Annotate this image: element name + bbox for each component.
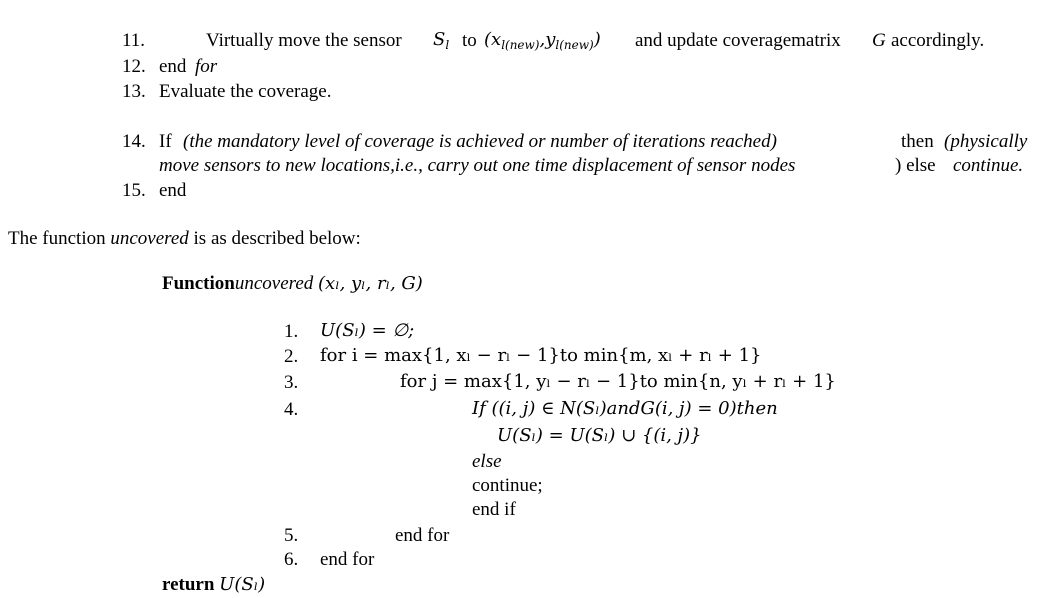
function-keyword: Function [162, 273, 235, 294]
line-11-end: accordingly. [891, 30, 985, 51]
func-line-5-number: 5. [284, 525, 299, 546]
line-11-text: Virtually move the sensor [206, 30, 402, 51]
line-14-if: If [159, 131, 172, 152]
line-14-continue: continue. [953, 155, 1024, 176]
line-11-to: to [462, 30, 477, 51]
line-11-text-2: and update coveragematrix [635, 30, 841, 51]
line-11-sensor-symbol: $S_l$ [433, 29, 450, 52]
line-12-number: 12. [122, 56, 146, 77]
func-line-union-text: U(Sₗ) = U(Sₗ) ∪ {(i, j)} [497, 425, 702, 446]
func-line-else: else [472, 451, 502, 472]
line-11-coords: $(x_{l(new)},y_{l(new)})$ [484, 29, 601, 52]
function-args: (xₗ, yₗ, rₗ, G) [318, 273, 423, 294]
func-line-1-number: 1. [284, 321, 299, 342]
line-15-number: 15. [122, 180, 146, 201]
func-line-3-number: 3. [284, 372, 299, 393]
line-14-else: ) else [895, 155, 936, 176]
func-line-4-number: 4. [284, 399, 299, 420]
line-13-text: Evaluate the coverage. [159, 81, 332, 102]
line-14-condition: (the mandatory level of coverage is achieved or number of iterations reached) [183, 131, 777, 152]
function-name: uncovered [234, 273, 314, 294]
return-statement [162, 575, 265, 594]
func-line-1-text: U(Sₗ) = ∅; [320, 320, 415, 341]
intro-after: is as described below: [193, 228, 361, 249]
line-15-text: end [159, 180, 187, 201]
intro-sentence [8, 229, 361, 248]
line-14-then: then [901, 131, 934, 152]
func-line-end-if: end if [472, 499, 516, 520]
line-11-number: 11. [122, 30, 146, 51]
line-13-number: 13. [122, 81, 146, 102]
func-line-2-number: 2. [284, 346, 299, 367]
function-header [162, 274, 423, 293]
func-line-5-text: end for [395, 525, 450, 546]
return-keyword: return [162, 574, 215, 595]
func-line-6-number: 6. [284, 549, 299, 570]
func-line-4-text: If ((i, j) ∈ N(Sₗ)andG(i, j) = 0)then [472, 398, 778, 419]
return-value: U(Sₗ) [219, 574, 266, 595]
func-line-3-text: for j = max{1, yₗ − rₗ − 1}to min{n, yₗ + rₗ + 1} [400, 371, 836, 392]
intro-before: The function [8, 228, 106, 249]
line-11-matrix-symbol: G [872, 30, 886, 51]
func-line-6-text: end for [320, 549, 375, 570]
intro-function-name: uncovered [110, 228, 189, 249]
line-12-for: for [195, 56, 218, 77]
line-12-text: end [159, 56, 187, 77]
line-14-paren: (physically [944, 131, 1028, 152]
func-line-continue: continue; [472, 475, 543, 496]
line-14-number: 14. [122, 131, 146, 152]
line-14-line-2: move sensors to new locations,i.e., carry out one time displacement of sensor nodes [159, 155, 796, 176]
func-line-2-text: for i = max{1, xₗ − rₗ − 1}to min{m, xₗ + rₗ + 1} [320, 345, 762, 366]
